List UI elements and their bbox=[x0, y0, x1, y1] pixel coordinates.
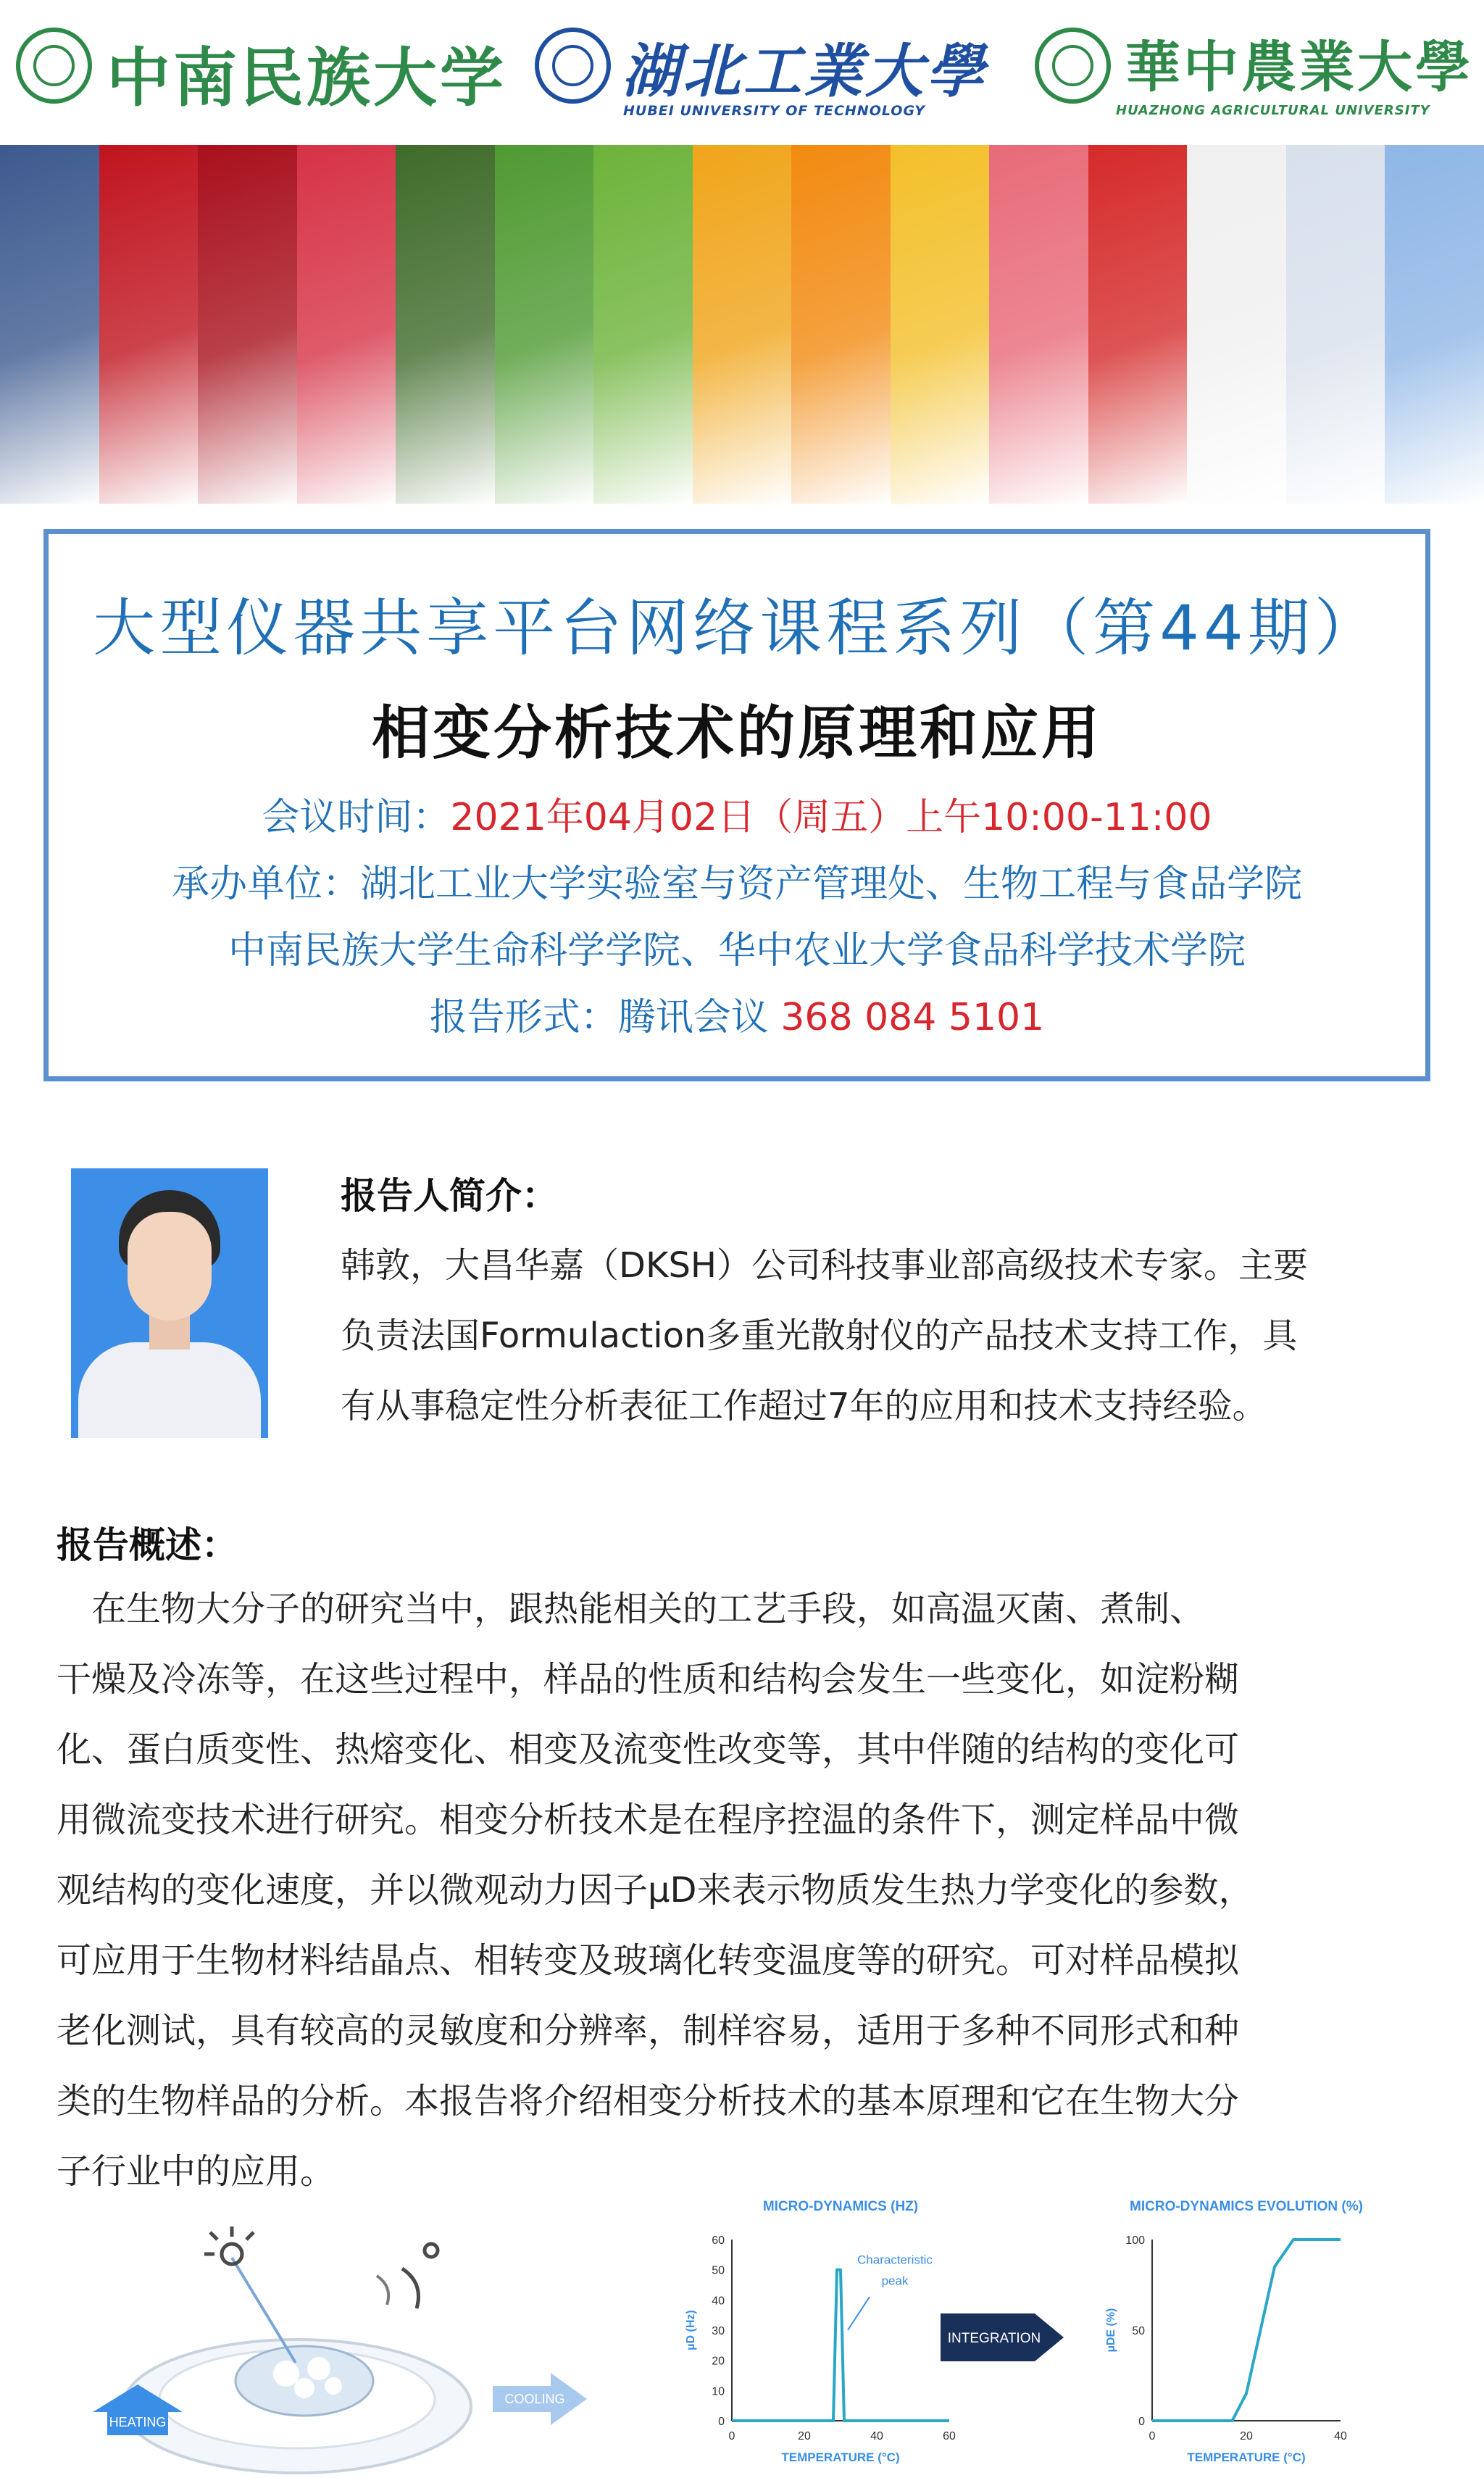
y-tick-label: 40 bbox=[712, 2295, 725, 2308]
strip-panel bbox=[1286, 145, 1385, 504]
strip-panel bbox=[593, 145, 693, 504]
y-tick-label: 0 bbox=[1138, 2416, 1145, 2428]
speaker-heading: 报告人简介： bbox=[341, 1175, 558, 1217]
y-tick-label: 10 bbox=[712, 2385, 725, 2398]
overview-line: 观结构的变化速度，并以微观动力因子μD来表示物质发生热力学变化的参数， bbox=[57, 1870, 1254, 1911]
host-organizations-1: 湖北工业大学实验室与资产管理处、生物工程与食品学院 bbox=[360, 862, 1303, 906]
integration-arrow bbox=[941, 2313, 1064, 2361]
principle-figure bbox=[0, 2182, 1484, 2478]
hbut-seal-icon bbox=[535, 28, 611, 104]
strip-panel bbox=[297, 145, 396, 504]
x-tick-label: 0 bbox=[728, 2430, 735, 2442]
integration-label: INTEGRATION bbox=[947, 2331, 1041, 2346]
meeting-time-value: 2021年04月02日（周五）上午10:00-11:00 bbox=[450, 796, 1212, 839]
meeting-id: 368 084 5101 bbox=[780, 996, 1045, 1039]
chart-title: MICRO-DYNAMICS (HZ) bbox=[762, 2199, 919, 2214]
overview-heading: 报告概述： bbox=[57, 1524, 238, 1566]
x-tick-label: 0 bbox=[1149, 2430, 1156, 2442]
logo-subtitle: HUAZHONG AGRICULTURAL UNIVERSITY bbox=[1116, 103, 1430, 118]
strip-panel bbox=[1187, 145, 1286, 504]
y-tick-label: 100 bbox=[1125, 2234, 1145, 2247]
university-logo-bar bbox=[0, 0, 1484, 145]
chart-title: MICRO-DYNAMICS EVOLUTION (%) bbox=[1130, 2199, 1363, 2214]
x-tick-label: 20 bbox=[798, 2430, 811, 2442]
logo-hbut bbox=[535, 20, 987, 129]
strip-panel bbox=[1088, 145, 1188, 504]
annotation-text: Characteristic bbox=[857, 2253, 933, 2267]
y-axis-label: µD (Hz) bbox=[685, 2310, 697, 2350]
cooling-label: COOLING bbox=[504, 2392, 565, 2406]
y-tick-label: 20 bbox=[712, 2355, 725, 2368]
logo-subtitle: HUBEI UNIVERSITY OF TECHNOLOGY bbox=[623, 103, 926, 119]
meeting-format bbox=[49, 986, 1425, 1041]
cooling-arrow bbox=[493, 2373, 587, 2425]
speaker-bio-line: 有从事稳定性分析表征工作超过7年的应用和技术支持经验。 bbox=[341, 1386, 1267, 1426]
x-tick-label: 40 bbox=[1334, 2430, 1347, 2442]
meeting-time-label: 会议时间： bbox=[262, 796, 451, 839]
overview-line: 在生物大分子的研究当中，跟热能相关的工艺手段，如高温灭菌、煮制、 bbox=[57, 1589, 1205, 1629]
hzau-seal-icon bbox=[1035, 28, 1111, 104]
series-title: 大型仪器共享平台网络课程系列（第44期） bbox=[93, 592, 1381, 665]
y-axis-label: µDE (%) bbox=[1105, 2308, 1117, 2353]
strip-panel bbox=[495, 145, 594, 504]
logo-name: 湖北工業大學 bbox=[622, 37, 987, 105]
overview-line: 用微流变技术进行研究。相变分析技术是在程序控温的条件下，测定样品中微 bbox=[57, 1800, 1240, 1840]
host-organizations-2: 中南民族大学生命科学学院、华中农业大学食品科学技术学院 bbox=[228, 929, 1246, 973]
logo-name: 中南民族大学 bbox=[107, 40, 507, 115]
logo-hzau bbox=[1035, 20, 1473, 129]
scuec-seal-icon bbox=[16, 28, 92, 104]
host-label: 承办单位： bbox=[171, 862, 360, 906]
strip-panel bbox=[891, 145, 990, 504]
strip-panel bbox=[396, 145, 495, 504]
sample-dish-illustration bbox=[93, 2227, 587, 2473]
strip-panel bbox=[0, 145, 99, 504]
y-tick-label: 60 bbox=[712, 2234, 725, 2247]
y-tick-label: 0 bbox=[718, 2416, 725, 2428]
strip-panel bbox=[1385, 145, 1484, 504]
heating-label: HEATING bbox=[109, 2415, 167, 2429]
logo-name: 華中農業大學 bbox=[1125, 35, 1473, 99]
overview-line: 干燥及冷冻等，在这些过程中，样品的性质和结构会发生一些变化，如淀粉糊 bbox=[57, 1659, 1240, 1700]
annotation-pointer bbox=[848, 2297, 870, 2330]
overview-line: 化、蛋白质变性、热熔变化、相变及流变性改变等，其中伴随的结构的变化可 bbox=[57, 1729, 1240, 1770]
speaker-bio-line: 负责法国Formulaction多重光散射仪的产品技术支持工作，具 bbox=[341, 1315, 1298, 1356]
speaker-bio bbox=[341, 1231, 1308, 1442]
logo-scuec bbox=[16, 20, 507, 129]
overview-line: 子行业中的应用。 bbox=[57, 2151, 335, 2192]
micro-dynamics-evolution-chart bbox=[1105, 2199, 1363, 2464]
detector-wave-icon bbox=[377, 2244, 438, 2308]
x-axis-label: TEMPERATURE (°C) bbox=[1187, 2450, 1306, 2464]
strip-panel bbox=[198, 145, 297, 504]
series-line bbox=[1152, 2240, 1341, 2421]
strip-panel bbox=[99, 145, 199, 504]
event-info-box bbox=[43, 529, 1430, 1081]
micro-dynamics-chart bbox=[685, 2199, 956, 2464]
food-image-strip bbox=[0, 145, 1484, 504]
strip-panel bbox=[989, 145, 1088, 504]
speaker-photo bbox=[71, 1168, 268, 1438]
strip-panel bbox=[693, 145, 792, 504]
series-line bbox=[732, 2270, 949, 2421]
y-tick-label: 50 bbox=[1132, 2325, 1145, 2337]
x-tick-label: 60 bbox=[943, 2430, 956, 2442]
host-line-1 bbox=[49, 853, 1425, 907]
overview-line: 老化测试，具有较高的灵敏度和分辨率，制样容易，适用于多种不同形式和种 bbox=[57, 2011, 1240, 2051]
speaker-bio-line: 韩敦，大昌华嘉（DKSH）公司科技事业部高级技术专家。主要 bbox=[341, 1245, 1309, 1286]
annotation-text: peak bbox=[881, 2274, 909, 2288]
light-source-icon bbox=[204, 2227, 254, 2264]
y-tick-label: 50 bbox=[712, 2264, 725, 2277]
x-axis-label: TEMPERATURE (°C) bbox=[781, 2450, 900, 2464]
talk-topic: 相变分析技术的原理和应用 bbox=[372, 699, 1102, 767]
x-tick-label: 40 bbox=[870, 2430, 883, 2442]
meeting-time bbox=[49, 786, 1425, 841]
format-label: 报告形式：腾讯会议 bbox=[429, 996, 769, 1039]
y-tick-label: 30 bbox=[712, 2325, 725, 2337]
overview-line: 可应用于生物材料结晶点、相转变及玻璃化转变温度等的研究。可对样品模拟 bbox=[57, 1940, 1240, 1981]
overview-body bbox=[57, 1574, 1254, 2207]
strip-panel bbox=[791, 145, 891, 504]
x-tick-label: 20 bbox=[1240, 2430, 1253, 2442]
overview-line: 类的生物样品的分析。本报告将介绍相变分析技术的基本原理和它在生物大分 bbox=[57, 2081, 1240, 2121]
